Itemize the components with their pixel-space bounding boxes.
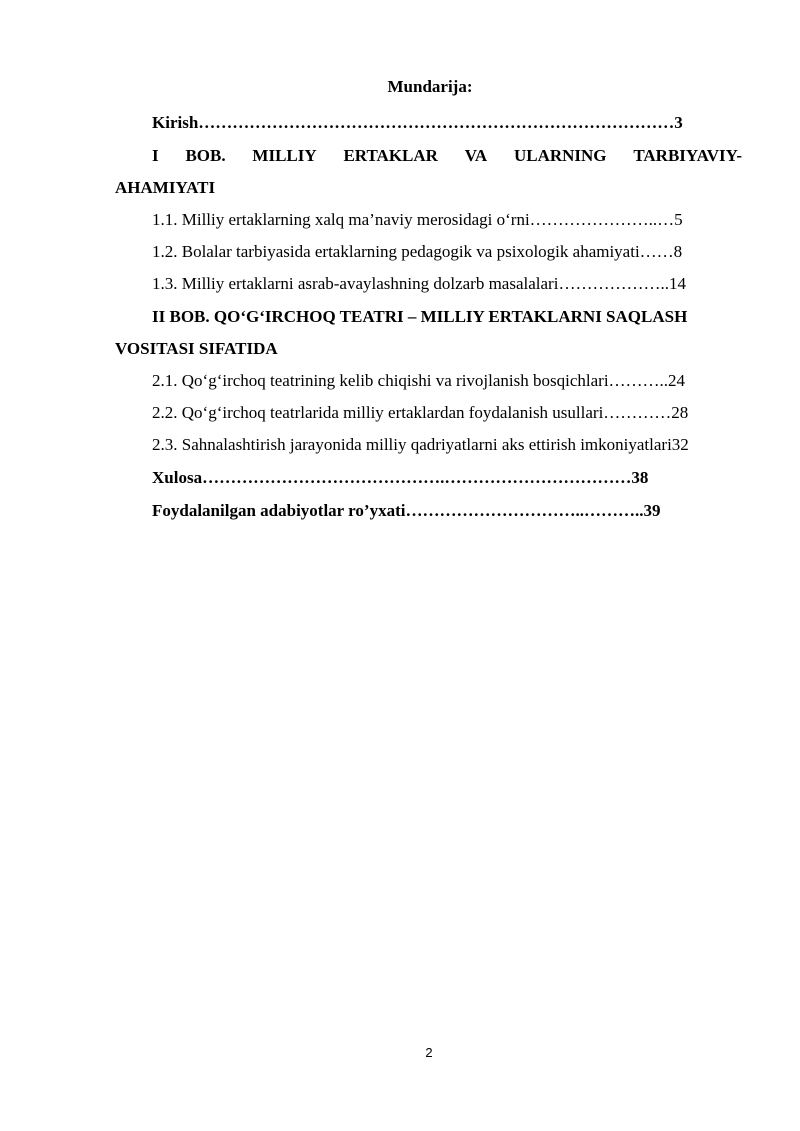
toc-chapter-1-word: I [152, 146, 159, 165]
toc-entry-2-1: 2.1. Qo‘g‘irchoq teatrining kelib chiqishi va rivojlanish bosqichlari………..24 [152, 371, 686, 390]
toc-chapter-1-heading [152, 146, 742, 166]
page-title: Mundarija: [387, 77, 473, 96]
toc-entry-adabiyotlar: Foydalanilgan adabiyotlar ro’yxati…………………………..………..39 [152, 501, 661, 520]
toc-chapter-1-word: BOB. [185, 146, 226, 165]
toc-chapter-1-word: ULARNING [513, 146, 607, 165]
toc-chapter-1-word: VA [464, 146, 488, 165]
page-number: 2 [425, 1045, 433, 1060]
toc-entry-xulosa: Xulosa…………………………………….……………………………38 [152, 468, 649, 487]
toc-entry-1-3: 1.3. Milliy ertaklarni asrab-avaylashning dolzarb masalalari………………..14 [152, 274, 686, 293]
toc-entry-1-1: 1.1. Milliy ertaklarning xalq ma’naviy merosidagi o‘rni…………………..…5 [152, 210, 683, 229]
toc-entry-2-3: 2.3. Sahnalashtirish jarayonida milliy qadriyatlarni aks ettirish imkoniyatlari32 [152, 435, 689, 454]
toc-entry-1-2: 1.2. Bolalar tarbiyasida ertaklarning pedagogik va psixologik ahamiyati……8 [152, 242, 683, 261]
toc-chapter-2-heading-cont: VOSITASI SIFATIDA [115, 339, 278, 358]
toc-entry-2-2: 2.2. Qo‘g‘irchoq teatrlarida milliy ertaklardan foydalanish usullari…………28 [152, 403, 689, 422]
toc-chapter-1-heading-cont: AHAMIYATI [115, 178, 216, 197]
toc-entry-kirish: Kirish…………………………………………………………………………3 [152, 113, 683, 132]
toc-chapter-1-word: ERTAKLAR [343, 146, 438, 165]
toc-chapter-1-word: MILLIY [252, 146, 317, 165]
toc-chapter-2-heading: II BOB. QO‘G‘IRCHOQ TEATRI – MILLIY ERTAKLARNI SAQLASH [152, 307, 688, 326]
toc-chapter-1-word: TARBIYAVIY- [633, 146, 742, 165]
